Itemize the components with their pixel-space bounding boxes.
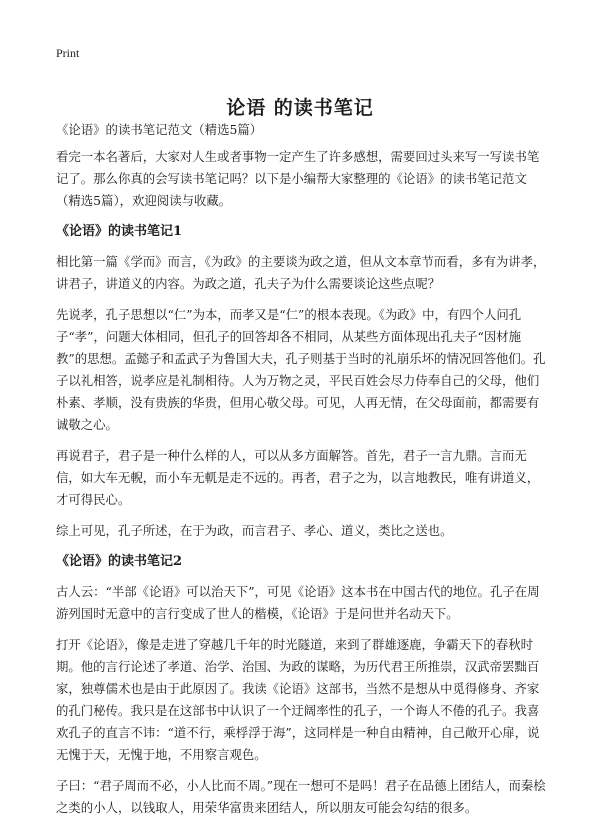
section-2-paragraph-3: 子曰：“君子周而不必，小人比而不周。”现在一想可不是吗！君子在品德上团结人，而秦桧之类的小人，以钱取人，用荣华富贵来团结人，所以朋友可能会勾结的很多。 [56,778,546,815]
print-link[interactable]: Print [56,46,80,60]
section-2-paragraph-1: 古人云：“半部《论语》可以治天下”，可见《论语》这本书在中国古代的地位。孔子在周游列国时无意中的言行变成了世人的楷模，《论语》于是问世并名动天下。 [56,584,540,621]
subtitle: 《论语》的读书笔记范文（精选5篇） [56,122,263,137]
section-1-paragraph-2: 先说孝，孔子思想以“仁”为本，而孝又是“仁”的根本表现。《为政》中，有四个人问孔子“孝”，问题大体相同，但孔子的回答却各不相同，从某些方面体现出孔夫子“因材施教”的思想。孟懿子和孟武子为鲁国大夫，孔子则基于当时的礼崩乐坏的情况回答他们。孔子以礼相答，说孝应是礼制相待。人为万物之灵，平民百姓会尽力侍奉自己的父母，他们朴素、孝顺，没有贵族的华贵，但用心敬父母。可见，人再无情，在父母面前，都需要有诚敬之心。 [56,307,546,432]
section-1-paragraph-3: 再说君子，君子是一种什么样的人，可以从多方面解答。首先，君子一言九鼎。言而无信，如大车无輗，而小车无軏是走不远的。再者，君子之为，以言地教民，唯有讲道义，才可得民心。 [56,448,540,507]
section-2-paragraph-2: 打开《论语》，像是走进了穿越几千年的时光隧道，来到了群雄逐鹿，争霸天下的春秋时期。他的言行论述了孝道、治学、治国、为政的谋略，为历代君王所推崇，汉武帝罢黜百家，独尊儒术也是由于此原因了。我读《论语》这部书，当然不是想从中觅得修身、齐家的孔门秘传。我只是在这部书中认识了一个迂阔率性的孔子，一个诲人不倦的孔子。我喜欢孔子的直言不讳：“道不行，乘桴浮于海”，这同样是一种自由精神，自己敞开心扉，说无愧于天，无愧于地，不用察言观色。 [56,637,540,762]
section-1-paragraph-1: 相比第一篇《学而》而言，《为政》的主要谈为政之道，但从文本章节而看，多有为讲孝，讲君子，讲道义的内容。为政之道，孔夫子为什么需要谈论这些点呢？ [56,254,546,291]
document-body [56,119,548,828]
section-2-heading: 《论语》的读书笔记2 [56,554,183,569]
section-1-heading: 《论语》的读书笔记1 [56,224,183,239]
intro-paragraph: 看完一本名著后，大家对人生或者事物一定产生了许多感想，需要回过头来写一写读书笔记了。那么你真的会写读书笔记吗？以下是小编帮大家整理的《论语》的读书笔记范文（精选5篇），欢迎阅读与收藏。 [56,149,540,208]
page-title: 论语 的读书笔记 [226,96,374,119]
section-1-paragraph-4: 综上可见，孔子所述，在于为政，而言君子、孝心、道义，类比之送也。 [56,523,453,538]
